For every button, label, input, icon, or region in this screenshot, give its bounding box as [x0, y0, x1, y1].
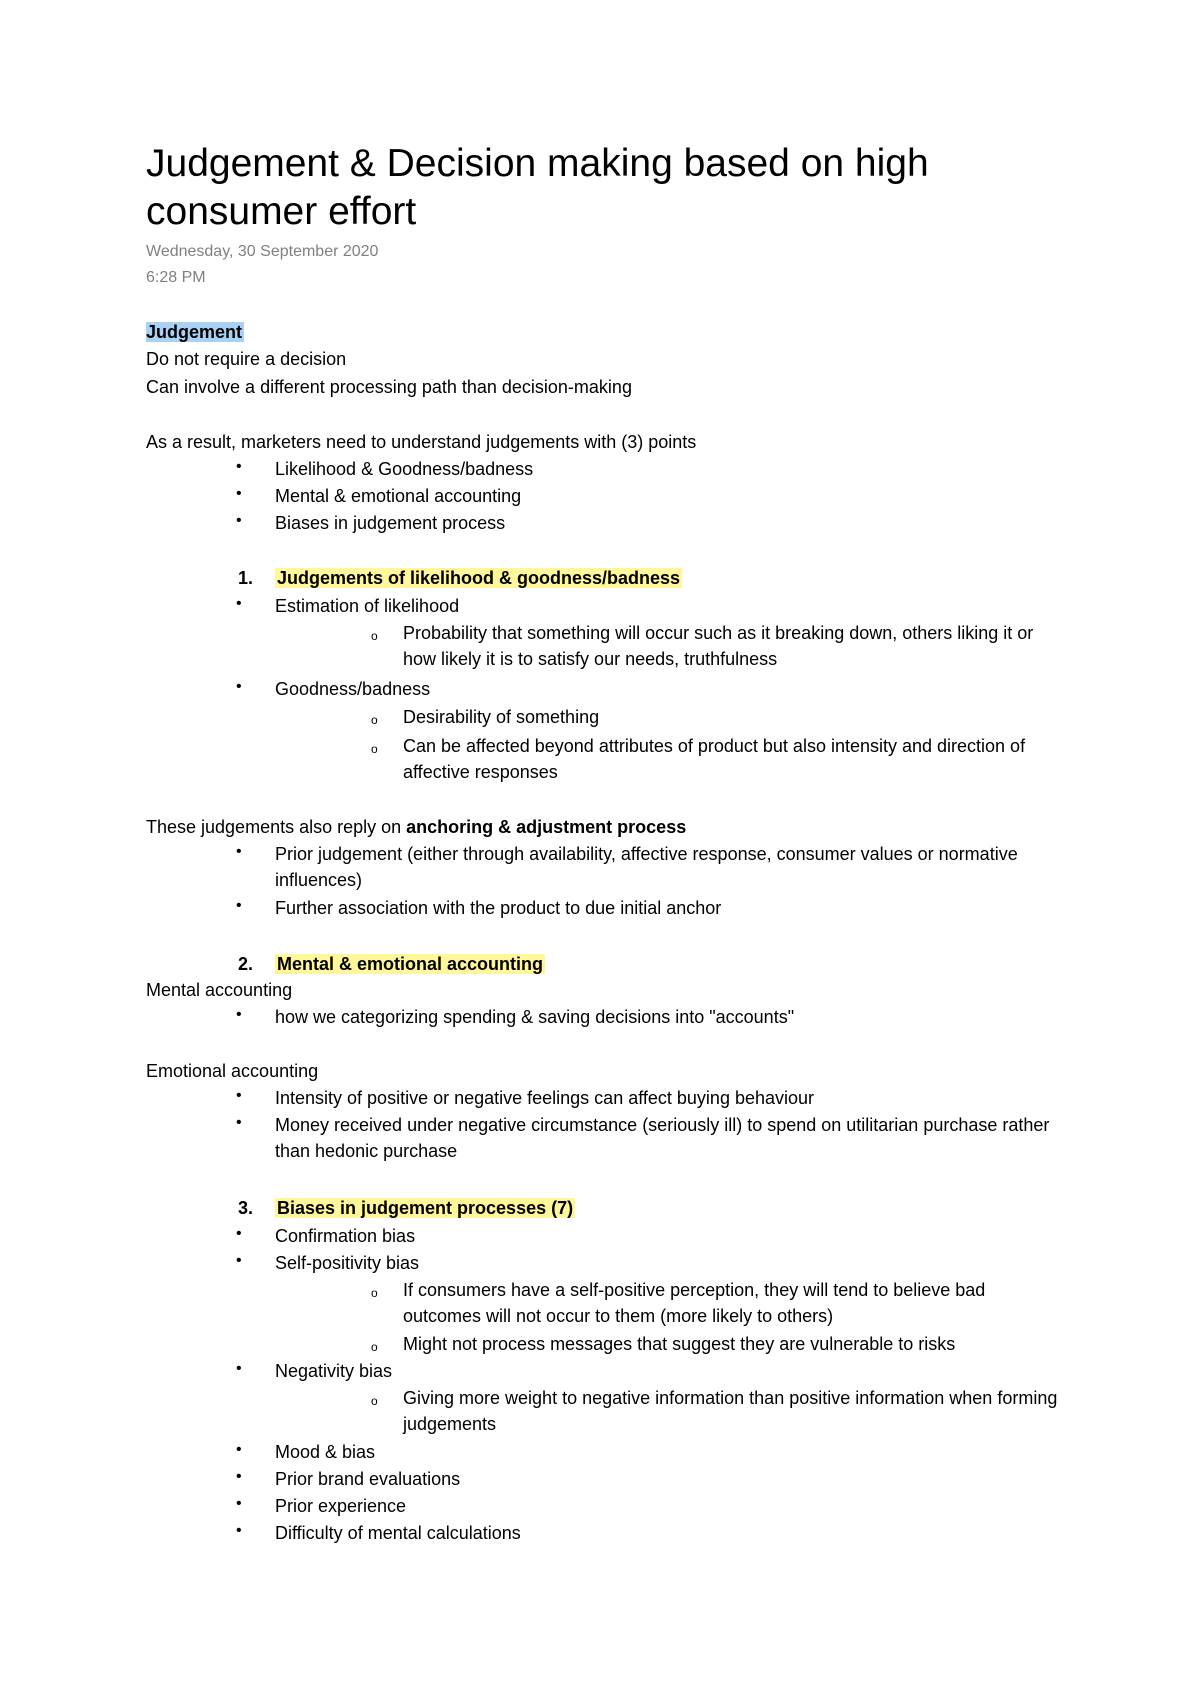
sub-bullet-icon: o [371, 1340, 378, 1354]
bullet-icon: • [236, 1360, 242, 1377]
page-date: Wednesday, 30 September 2020 [146, 243, 379, 260]
sub-bullet-icon: o [371, 629, 378, 643]
section-number: 2. [238, 954, 254, 974]
list-item: Mood & bias [275, 1442, 376, 1462]
list-item: Further association with the product to due initial anchor [275, 898, 722, 918]
list-item: Prior judgement (either through availability, affective response, consumer values or normative influences) [275, 844, 1018, 890]
sub-list-item: Giving more weight to negative information than positive information when forming judgements [403, 1388, 1058, 1434]
paragraph: Can involve a different processing path than decision-making [146, 377, 632, 397]
section-heading-judgement: Judgement [146, 322, 243, 342]
list-item: Prior experience [275, 1496, 407, 1516]
bullet-icon: • [236, 1225, 242, 1242]
bullet-icon: • [236, 1006, 242, 1023]
subheading-mental: Mental accounting [146, 980, 293, 1000]
section-heading-likelihood: Judgements of likelihood & goodness/badness [277, 568, 681, 588]
list-item: Difficulty of mental calculations [275, 1523, 521, 1543]
bullet-icon: • [236, 1495, 242, 1512]
bullet-icon: • [236, 1114, 242, 1131]
list-item: Prior brand evaluations [275, 1469, 461, 1489]
sub-list-item: Might not process messages that suggest they are vulnerable to risks [403, 1334, 956, 1354]
list-item: Estimation of likelihood [275, 596, 460, 616]
sub-bullet-icon: o [371, 713, 378, 727]
section-number: 1. [238, 568, 254, 588]
sub-list-item: Desirability of something [403, 707, 600, 727]
sub-list-item: Can be affected beyond attributes of product but also intensity and direction of affective responses [403, 736, 1026, 782]
section-number: 3. [238, 1198, 254, 1218]
paragraph: Do not require a decision [146, 349, 347, 369]
sub-bullet-icon: o [371, 1394, 378, 1408]
list-item: Mental & emotional accounting [275, 486, 522, 506]
page-time: 6:28 PM [146, 269, 206, 286]
bullet-icon: • [236, 1522, 242, 1539]
bullet-icon: • [236, 458, 242, 475]
subheading-emotional: Emotional accounting [146, 1061, 319, 1081]
list-item: Self-positivity bias [275, 1253, 420, 1273]
sub-bullet-icon: o [371, 742, 378, 756]
list-item: Biases in judgement process [275, 513, 506, 533]
page-title: Judgement & Decision making based on high consumer effort [146, 142, 929, 233]
list-item: how we categorizing spending & saving decisions into "accounts" [275, 1007, 795, 1027]
sub-list-item: Probability that something will occur such as it breaking down, others liking it or how likely it is to satisfy our needs, truthfulness [403, 623, 1034, 669]
bullet-icon: • [236, 1468, 242, 1485]
sub-list-item: If consumers have a self-positive perception, they will tend to believe bad outcomes will not occur to them (more likely to others) [403, 1280, 986, 1326]
paragraph-intro: As a result, marketers need to understand judgements with (3) points [146, 432, 697, 452]
paragraph-anchoring: These judgements also reply on anchoring & adjustment process [146, 817, 687, 837]
bullet-icon: • [236, 678, 242, 695]
bullet-icon: • [236, 843, 242, 860]
bullet-icon: • [236, 512, 242, 529]
section-heading-accounting: Mental & emotional accounting [277, 954, 544, 974]
bullet-icon: • [236, 1087, 242, 1104]
bullet-icon: • [236, 1441, 242, 1458]
list-item: Confirmation bias [275, 1226, 416, 1246]
list-item: Goodness/badness [275, 679, 431, 699]
list-item: Negativity bias [275, 1361, 393, 1381]
bullet-icon: • [236, 897, 242, 914]
bullet-icon: • [236, 485, 242, 502]
section-heading-biases: Biases in judgement processes (7) [277, 1198, 574, 1218]
list-item: Intensity of positive or negative feelings can affect buying behaviour [275, 1088, 815, 1108]
sub-bullet-icon: o [371, 1286, 378, 1300]
list-item: Likelihood & Goodness/badness [275, 459, 534, 479]
bullet-icon: • [236, 595, 242, 612]
bullet-icon: • [236, 1252, 242, 1269]
list-item: Money received under negative circumstance (seriously ill) to spend on utilitarian purchase rather than hedonic purchase [275, 1115, 1050, 1161]
